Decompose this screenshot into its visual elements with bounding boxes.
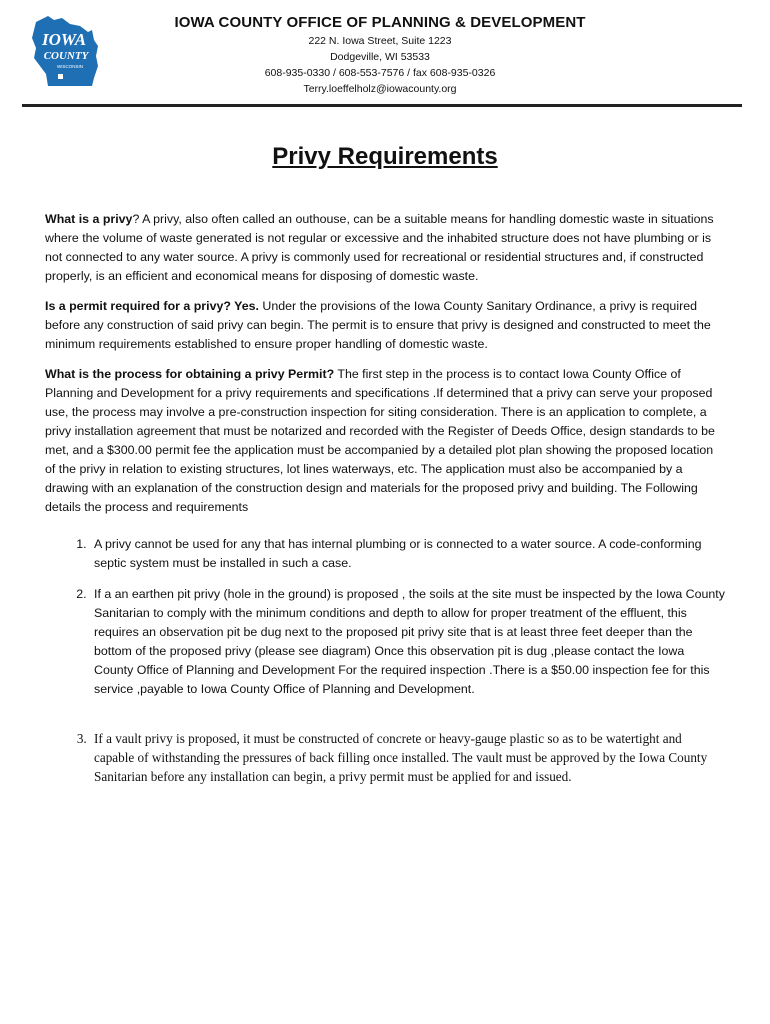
organization-name: IOWA COUNTY OFFICE OF PLANNING & DEVELOPMENT — [174, 14, 586, 31]
section-question: What is the process for obtaining a privy Permit? — [45, 367, 335, 381]
street-address: 222 N. Iowa Street, Suite 1223 — [308, 35, 452, 47]
section-text: The first step in the process is to contact Iowa County Office of Planning and Development for a privy requirements and specifications .If determined that a privy can serve your proposed use, the process may involve a pre-construction inspection for siting consideration. There is an application to complete, a privy installation agreement that must be notarized and recorded with the Register of Deeds Office, design standards to be met, and a $300.00 permit fee the application must be accompanied by a detailed plot plan showing the proposed location of the privy in relation to existing structures, lot lines waterways, etc. The application must also be accompanied by a drawing with an explanation of the construction design and materials for the proposed privy and building. The Following details the process and requirements — [45, 367, 715, 514]
letterhead — [120, 14, 640, 97]
logo-small-square — [58, 74, 63, 79]
list-item: 3. If a vault privy is proposed, it must be constructed of concrete or heavy-gauge plastic so as to be watertight and capable of withstanding the pressures of back filling once installed. The vault must be approved by the Iowa County Sanitarian before any installation can begin, a privy permit must be applied for and issued. — [90, 729, 725, 786]
section-question: Is a permit required for a privy? Yes. — [45, 299, 259, 313]
logo-text-county: COUNTY — [43, 50, 89, 62]
email-address: Terry.loeffelholz@iowacounty.org — [303, 83, 457, 95]
city-address: Dodgeville, WI 53533 — [330, 51, 430, 63]
phone-numbers: 608-935-0330 / 608-553-7576 / fax 608-935-0326 — [264, 67, 496, 79]
section-permit-process — [45, 365, 725, 517]
section-text: ? A privy, also often called an outhouse, can be a suitable means for handling domestic waste in situations where the volume of waste generated is not regular or excessive and the inhabited structure does not have plumbing or is not connected to any water source. A privy is commonly used for recreational or residential structures and, if constructed properly, is an efficient and economical means for disposing of domestic waste. — [45, 212, 714, 283]
list-item: 2. If a an earthen pit privy (hole in the ground) is proposed , the soils at the site must be inspected by the Iowa County Sanitarian to comply with the minimum conditions and depth to allow for proper treatment of the effluent, this requires an observation pit be dug next to the proposed pit privy site that is at least three feet deeper than the bottom of the proposed privy (please see diagram) Once this observation pit is dug ,please contact the Iowa County Office of Planning and Development For the required inspection .There is a $50.00 inspection fee for this service ,payable to Iowa County Office of Planning and Development. — [90, 585, 725, 699]
header-divider — [22, 104, 742, 107]
section-permit-required — [45, 297, 725, 354]
wisconsin-state-logo-icon — [28, 12, 106, 90]
section-question: What is a privy — [45, 212, 133, 226]
section-what-is-privy — [45, 210, 725, 286]
list-item: 1. A privy cannot be used for any that has internal plumbing or is connected to a water source. A code-conforming septic system must be installed in such a case. — [90, 535, 725, 573]
page-title: Privy Requirements — [272, 143, 498, 170]
logo-text-iowa: IOWA — [41, 30, 87, 49]
section-text: Under the provisions of the Iowa County Sanitary Ordinance, a privy is required before any construction of said privy can begin. The permit is to ensure that privy is designed and constructed to meet the minimum requirements established to ensure proper handling of domestic waste. — [45, 299, 711, 351]
requirements-list — [45, 535, 725, 786]
logo-text-wisconsin: WISCONSIN — [56, 64, 84, 69]
document-body — [45, 210, 725, 798]
